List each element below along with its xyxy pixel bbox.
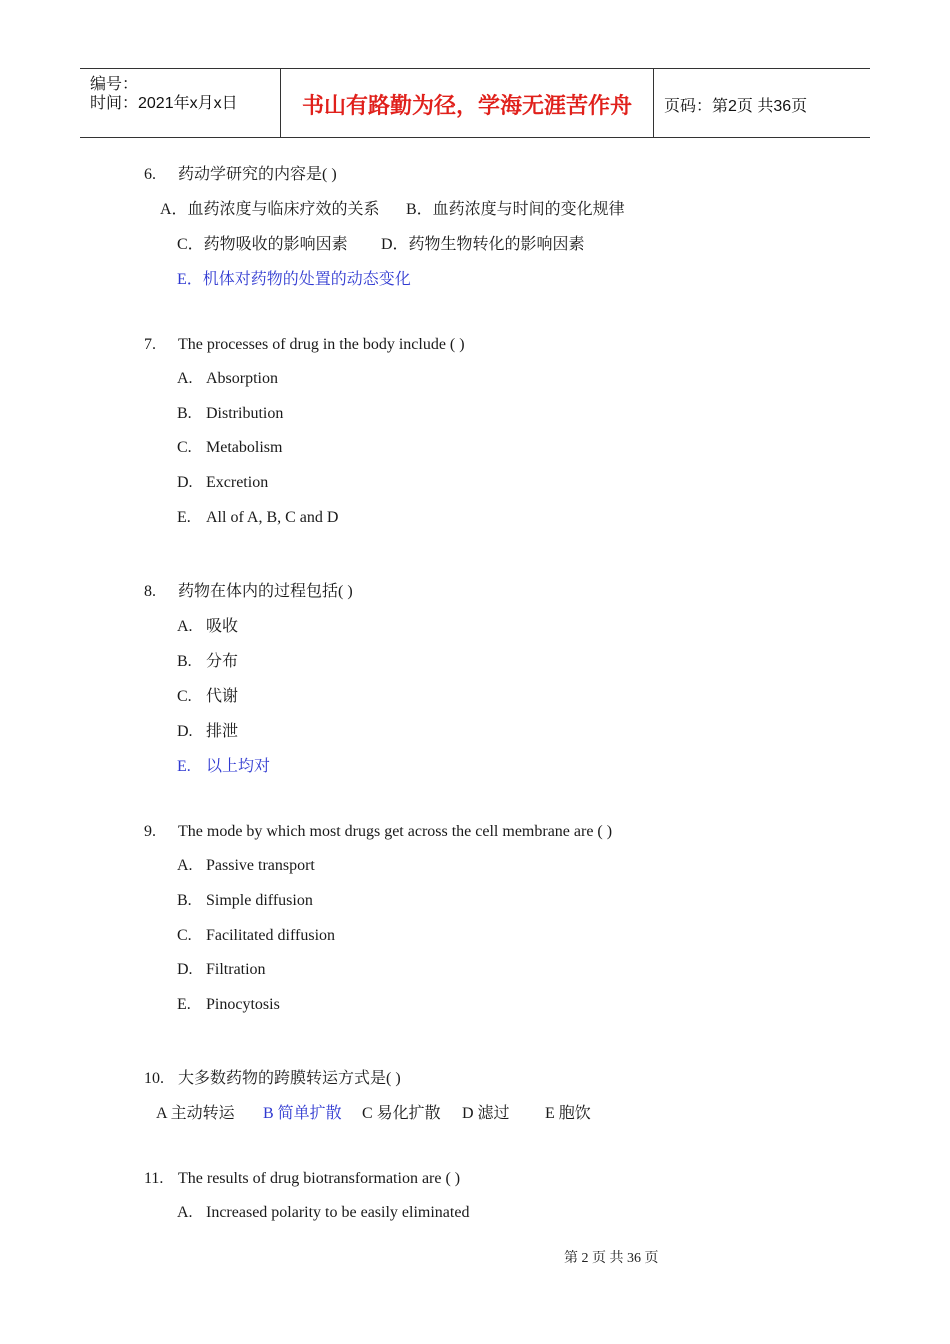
option-text: Simple diffusion: [206, 892, 313, 909]
option-a: [177, 857, 315, 875]
option-letter: A.: [177, 1204, 193, 1221]
option-d: D．药物生物转化的影响因素: [381, 236, 585, 253]
option-text: All of A, B, C and D: [206, 509, 339, 526]
option-e: E 胞饮: [545, 1105, 591, 1122]
option-letter: D.: [177, 961, 193, 978]
option-letter: A.: [177, 618, 193, 635]
option-text: 代谢: [206, 688, 239, 705]
question-11: [144, 1170, 460, 1188]
option-d: [177, 961, 266, 979]
question-9: [144, 823, 612, 841]
option-text: Distribution: [206, 405, 284, 422]
question-number: 11.: [144, 1170, 164, 1187]
header-motto-cell: [281, 69, 654, 137]
option-letter: D.: [177, 474, 193, 491]
option-d: [177, 474, 268, 492]
page-header: [80, 68, 870, 138]
option-b-answer: B 简单扩散: [263, 1105, 342, 1122]
option-letter: E.: [177, 509, 191, 526]
option-a: [177, 613, 238, 636]
option-c: [177, 683, 238, 706]
option-e: [177, 996, 280, 1014]
question-text: 大多数药物的跨膜转运方式是( ): [178, 1070, 401, 1087]
header-page-cell: [654, 69, 870, 137]
option-text: 吸收: [206, 618, 239, 635]
option-letter: B.: [177, 653, 192, 670]
header-meta-cell: [80, 69, 281, 137]
option-e-answer: [177, 753, 270, 776]
option-letter: A.: [177, 370, 193, 387]
option-b: B．血药浓度与时间的变化规律: [406, 201, 625, 218]
page-label: 页码：第2页 共36页: [664, 98, 808, 115]
option-c: C．药物吸收的影响因素: [177, 236, 348, 253]
option-c: [177, 927, 335, 945]
question-10: [144, 1065, 401, 1088]
option-letter: C.: [177, 439, 192, 456]
option-e-answer: E．机体对药物的处置的动态变化: [177, 271, 411, 288]
option-letter: B.: [177, 405, 192, 422]
option-text: Passive transport: [206, 857, 315, 874]
question-number: 7.: [144, 336, 156, 353]
option-letter: C.: [177, 688, 192, 705]
option-text: Absorption: [206, 370, 278, 387]
option-letter: A.: [177, 857, 193, 874]
option-text: Facilitated diffusion: [206, 927, 336, 944]
option-b: [177, 405, 283, 423]
question-number: 10.: [144, 1070, 164, 1087]
option-text: Metabolism: [206, 439, 283, 456]
option-letter: B.: [177, 892, 192, 909]
time-label: 时间：2021年x月x日: [90, 95, 238, 112]
question-text: 药物在体内的过程包括( ): [178, 583, 353, 600]
option-b: [177, 892, 313, 910]
option-a: A 主动转运: [156, 1105, 235, 1122]
page-footer: 第 2 页 共 36 页: [564, 1251, 659, 1266]
option-c: [177, 439, 282, 457]
option-letter: D.: [177, 723, 193, 740]
option-e: [177, 509, 338, 527]
question-text: The results of drug biotransformation are ( ): [178, 1170, 461, 1187]
question-text: The mode by which most drugs get across the cell membrane are ( ): [178, 823, 613, 840]
option-d: [177, 718, 238, 741]
option-a: [177, 1204, 469, 1222]
option-a: [177, 370, 278, 388]
question-number: 9.: [144, 823, 156, 840]
option-letter: C.: [177, 927, 192, 944]
option-text: 分布: [206, 653, 239, 670]
question-number: 8.: [144, 583, 156, 600]
option-text: Pinocytosis: [206, 996, 280, 1013]
motto: 书山有路勤为径，学海无涯苦作舟: [301, 94, 632, 119]
option-text: Increased polarity to be easily eliminated: [206, 1204, 470, 1221]
serial-label: 编号：: [90, 76, 139, 93]
question-7: [144, 336, 465, 354]
question-number: 6.: [144, 166, 156, 183]
option-letter: E.: [177, 758, 191, 775]
question-text: 药动学研究的内容是( ): [178, 166, 337, 183]
option-a: A．血药浓度与临床疗效的关系: [160, 201, 380, 218]
option-text: Excretion: [206, 474, 269, 491]
option-b: [177, 648, 238, 671]
question-6: [144, 161, 337, 184]
question-8: [144, 578, 353, 601]
option-text: 以上均对: [206, 758, 271, 775]
option-text: 排泄: [206, 723, 239, 740]
option-c: C 易化扩散: [362, 1105, 441, 1122]
option-letter: E.: [177, 996, 191, 1013]
option-d: D 滤过: [462, 1105, 510, 1122]
option-text: Filtration: [206, 961, 266, 978]
question-text: The processes of drug in the body include ( ): [178, 336, 465, 353]
